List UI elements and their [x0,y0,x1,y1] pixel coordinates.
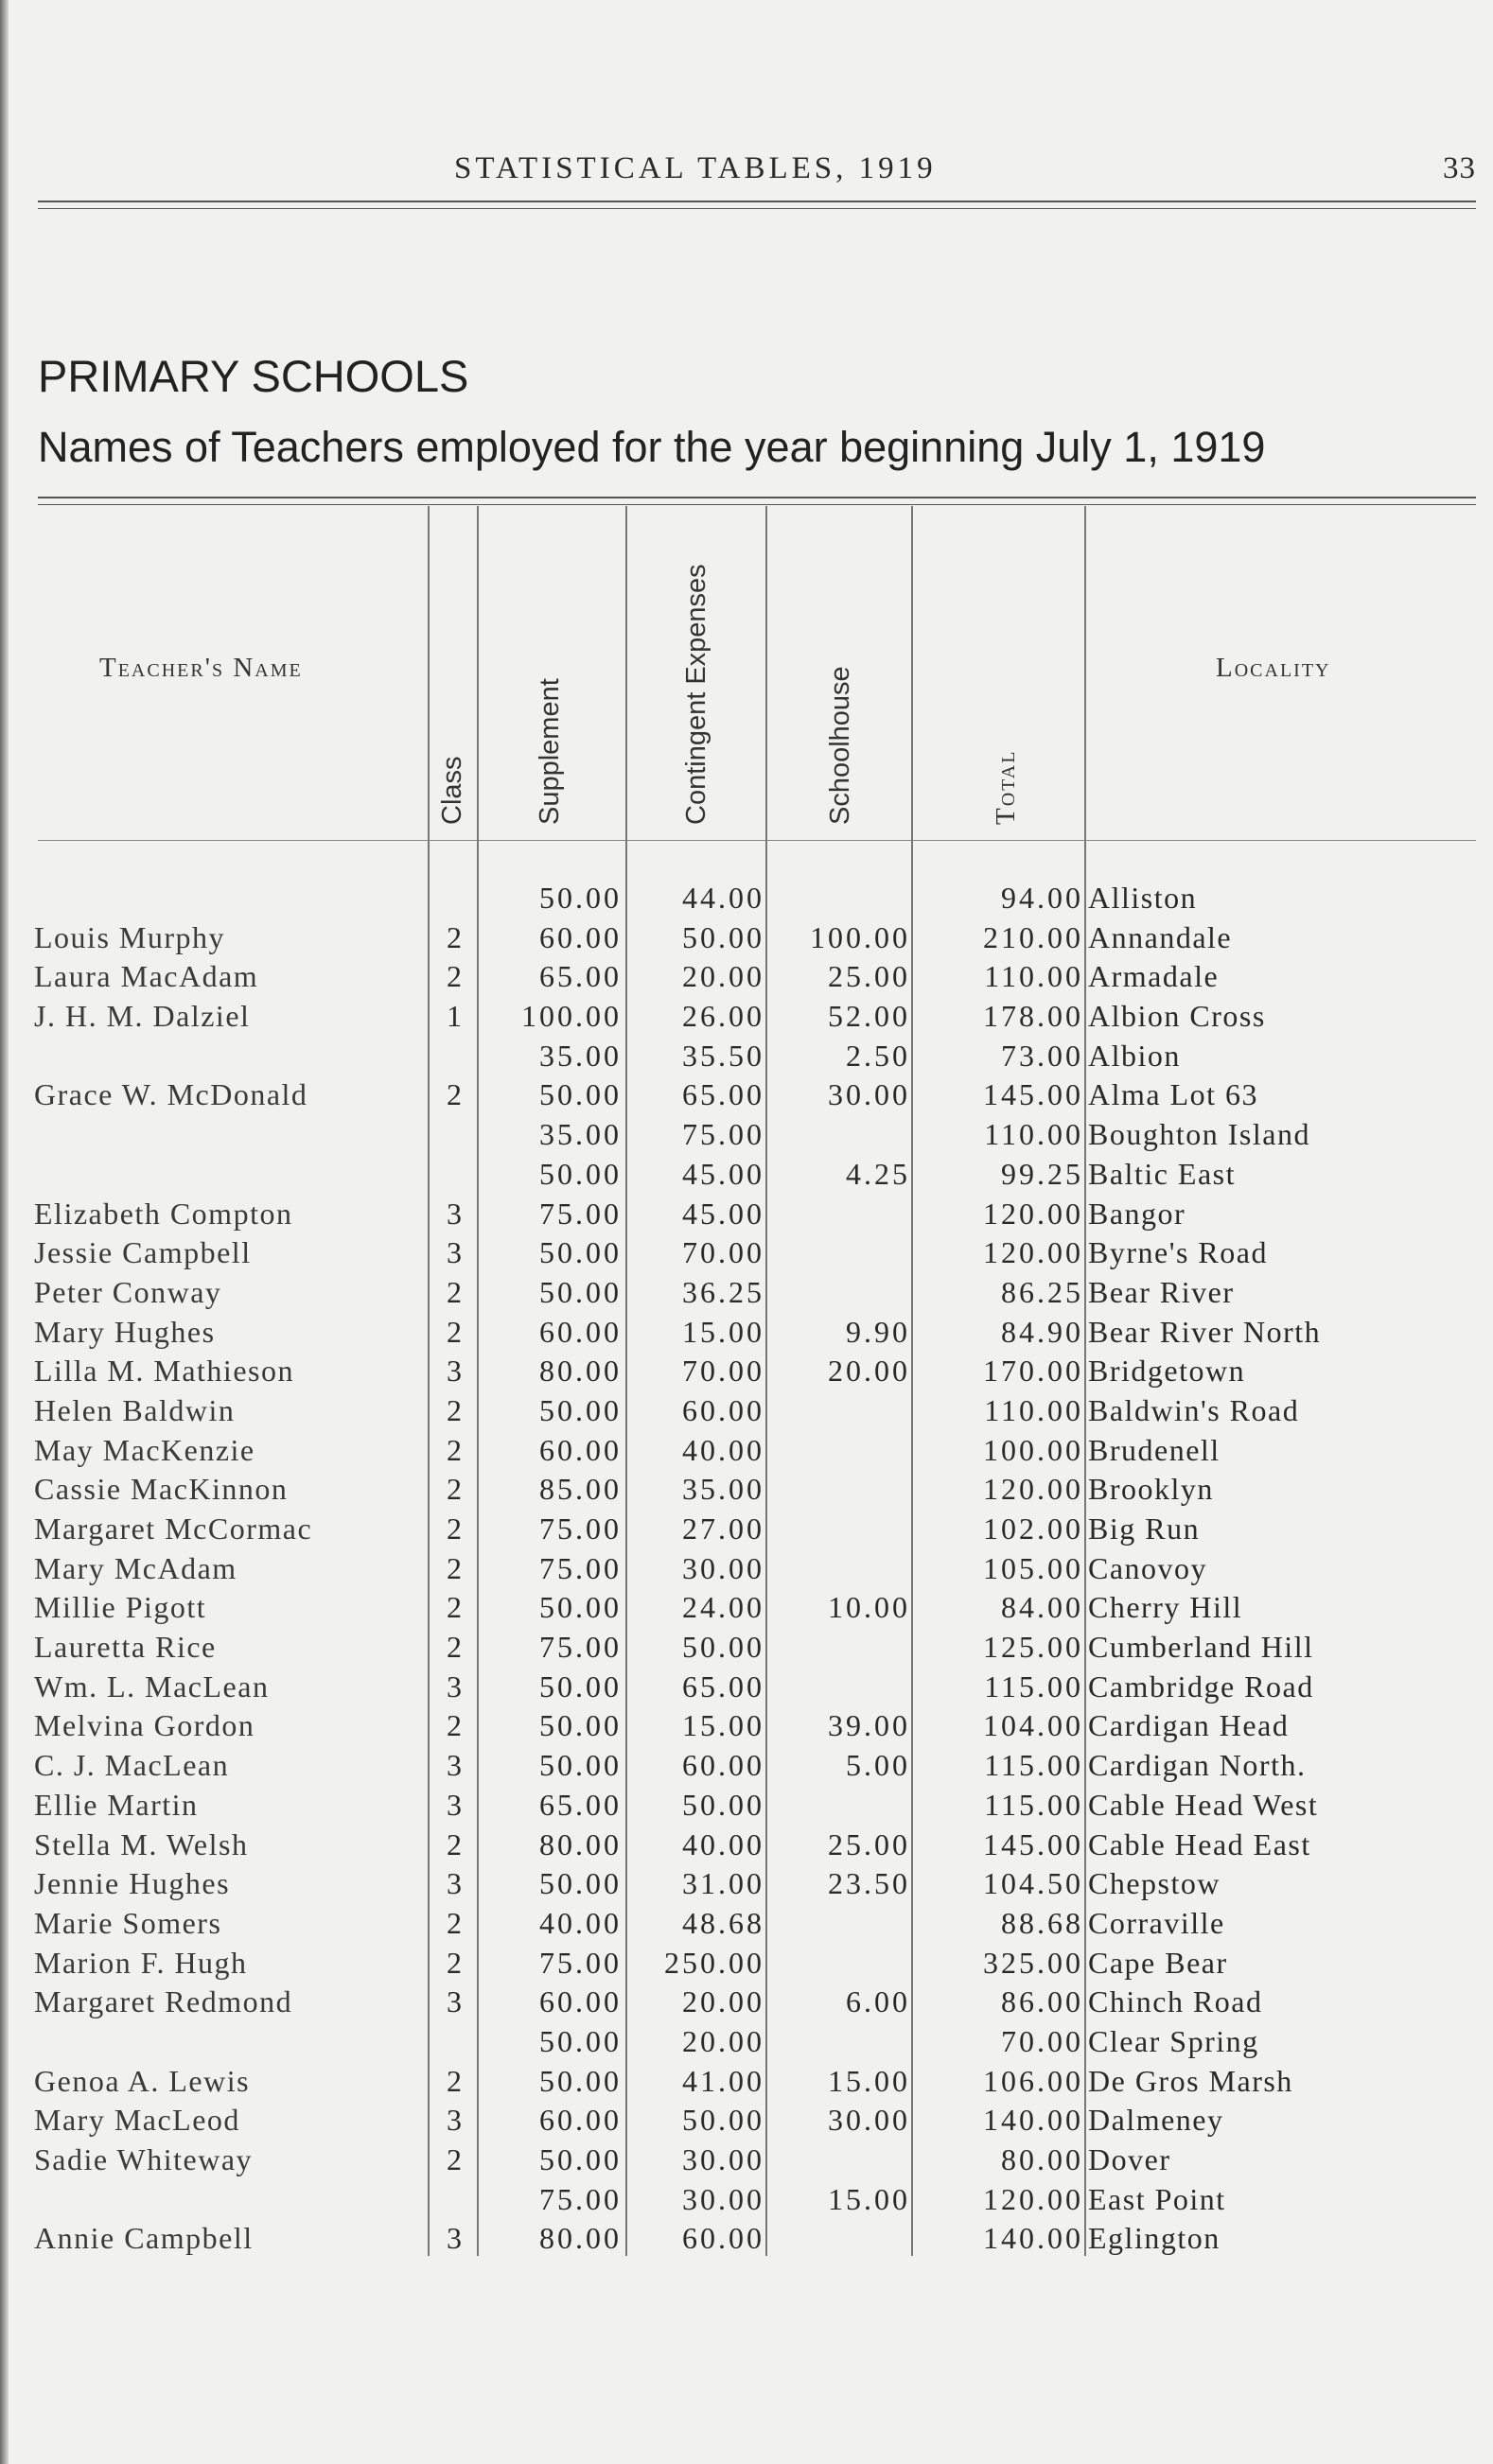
teacher-name: Annie Campbell [34,2221,254,2256]
locality-cell: Albion Cross [1088,999,1266,1034]
total-cell: 84.90 [1001,1314,1083,1349]
locality-cell: Byrne's Road [1088,1235,1268,1270]
class-cell: 2 [447,1077,462,1112]
total-cell: 120.00 [983,1472,1083,1507]
teacher-table-body [0,879,1493,2259]
contingent-cell: 20.00 [682,1984,764,2019]
teacher-name: Mary McAdam [34,1550,237,1585]
total-cell: 120.00 [983,1235,1083,1270]
supplement-cell: 75.00 [539,1945,622,1980]
teacher-name: Elizabeth Compton [34,1196,293,1231]
locality-cell: Brooklyn [1088,1472,1214,1507]
class-cell: 2 [447,1314,462,1349]
contingent-cell: 70.00 [682,1235,764,1270]
contingent-cell: 20.00 [682,959,764,994]
table-row [0,1195,1493,1234]
table-row [0,1746,1493,1786]
table-row [0,2141,1493,2180]
teacher-name: Jennie Hughes [34,1866,231,1901]
locality-cell: Alma Lot 63 [1088,1077,1259,1112]
table-row [0,1904,1493,1944]
contingent-cell: 45.00 [682,1156,764,1191]
total-cell: 88.68 [1001,1905,1083,1940]
table-row [0,1549,1493,1589]
table-row [0,2062,1493,2102]
supplement-cell: 65.00 [539,959,622,994]
locality-cell: Bridgetown [1088,1354,1246,1389]
table-row [0,1983,1493,2022]
supplement-cell: 65.00 [539,1787,622,1822]
total-cell: 145.00 [983,1826,1083,1861]
locality-cell: Alliston [1088,881,1198,915]
table-top-rule [38,497,1476,498]
teacher-name: Peter Conway [34,1274,222,1309]
locality-cell: Albion [1088,1038,1181,1073]
schoolhouse-cell: 9.90 [846,1314,910,1349]
class-cell: 3 [447,1787,462,1822]
teacher-name: Helen Baldwin [34,1392,236,1427]
locality-cell: Cumberland Hill [1088,1630,1314,1665]
contingent-cell: 35.50 [682,1038,764,1073]
locality-cell: Cable Head East [1088,1826,1311,1861]
col-head-locality: Locality [1216,653,1331,683]
locality-cell: Clear Spring [1088,2023,1259,2058]
total-cell: 115.00 [984,1748,1083,1783]
supplement-cell: 50.00 [539,1669,622,1704]
class-cell: 3 [447,1196,462,1231]
schoolhouse-cell: 6.00 [846,1984,910,2019]
locality-cell: Cardigan North. [1088,1748,1307,1783]
total-cell: 170.00 [983,1354,1083,1389]
class-cell: 3 [447,1354,462,1389]
class-cell: 2 [447,1432,462,1467]
section-title: PRIMARY SCHOOLS [38,351,469,401]
locality-cell: Dover [1088,2142,1171,2176]
supplement-cell: 75.00 [539,1512,622,1546]
total-cell: 104.50 [983,1866,1083,1901]
supplement-cell: 60.00 [539,919,622,954]
total-cell: 100.00 [983,1432,1083,1467]
contingent-cell: 15.00 [682,1314,764,1349]
supplement-cell: 60.00 [539,1432,622,1467]
schoolhouse-cell: 2.50 [846,1038,910,1073]
total-cell: 115.00 [984,1787,1083,1822]
total-cell: 99.25 [1001,1156,1083,1191]
contingent-cell: 35.00 [682,1472,764,1507]
contingent-cell: 31.00 [682,1866,764,1901]
table-row [0,1391,1493,1431]
total-cell: 80.00 [1001,2142,1083,2176]
contingent-cell: 15.00 [682,1708,764,1743]
schoolhouse-cell: 20.00 [828,1354,910,1389]
contingent-cell: 250.00 [664,1945,764,1980]
total-cell: 110.00 [984,959,1083,994]
teacher-name: Wm. L. MacLean [34,1669,270,1704]
class-cell: 3 [447,2221,462,2256]
total-cell: 86.00 [1001,1984,1083,2019]
class-cell: 2 [447,959,462,994]
contingent-cell: 20.00 [682,2023,764,2058]
total-cell: 115.00 [984,1669,1083,1704]
teacher-name: Margaret Redmond [34,1984,293,2019]
schoolhouse-cell: 100.00 [810,919,910,954]
locality-cell: Cape Bear [1088,1945,1228,1980]
table-row [0,1470,1493,1510]
teacher-name: Stella M. Welsh [34,1826,249,1861]
total-cell: 110.00 [984,1117,1083,1152]
total-cell: 104.00 [983,1708,1083,1743]
contingent-cell: 65.00 [682,1077,764,1112]
locality-cell: Cable Head West [1088,1787,1319,1822]
teacher-name: Melvina Gordon [34,1708,255,1743]
contingent-cell: 50.00 [682,2103,764,2138]
total-cell: 140.00 [983,2221,1083,2256]
table-row [0,1313,1493,1353]
locality-cell: Corraville [1088,1905,1225,1940]
supplement-cell: 60.00 [539,1314,622,1349]
class-cell: 2 [447,1945,462,1980]
schoolhouse-cell: 4.25 [846,1156,910,1191]
table-row [0,2180,1493,2220]
col-head-total: Total [991,749,1021,825]
class-cell: 3 [447,2103,462,2138]
class-cell: 2 [447,1826,462,1861]
locality-cell: Big Run [1088,1512,1201,1546]
table-row [0,1628,1493,1668]
contingent-cell: 26.00 [682,999,764,1034]
locality-cell: Baltic East [1088,1156,1237,1191]
contingent-cell: 48.68 [682,1905,764,1940]
total-cell: 105.00 [983,1550,1083,1585]
col-head-schoolhouse: Schoolhouse [825,666,855,825]
contingent-cell: 30.00 [682,1550,764,1585]
schoolhouse-cell: 15.00 [828,2181,910,2216]
total-cell: 70.00 [1001,2023,1083,2058]
total-cell: 120.00 [983,2181,1083,2216]
contingent-cell: 30.00 [682,2142,764,2176]
class-cell: 2 [447,919,462,954]
locality-cell: Bear River North [1088,1314,1322,1349]
supplement-cell: 85.00 [539,1472,622,1507]
section-subtitle: Names of Teachers employed for the year beginning July 1, 1919 [38,423,1266,471]
class-cell: 3 [447,1748,462,1783]
schoolhouse-cell: 10.00 [828,1590,910,1625]
supplement-cell: 50.00 [539,1235,622,1270]
schoolhouse-cell: 52.00 [828,999,910,1034]
locality-cell: Bangor [1088,1196,1186,1231]
class-cell: 3 [447,1984,462,2019]
supplement-cell: 50.00 [539,1866,622,1901]
table-row [0,1233,1493,1273]
table-row [0,1431,1493,1471]
locality-cell: Cambridge Road [1088,1669,1314,1704]
total-cell: 145.00 [983,1077,1083,1112]
schoolhouse-cell: 5.00 [846,1748,910,1783]
schoolhouse-cell: 15.00 [828,2063,910,2098]
contingent-cell: 50.00 [682,1787,764,1822]
locality-cell: Baldwin's Road [1088,1392,1300,1427]
contingent-cell: 30.00 [682,2181,764,2216]
col-head-class: Class [437,756,467,825]
col-head-teacher-name: Teacher's Name [99,653,303,683]
contingent-cell: 50.00 [682,1630,764,1665]
supplement-cell: 75.00 [539,1550,622,1585]
table-row [0,918,1493,958]
total-cell: 94.00 [1001,881,1083,915]
total-cell: 73.00 [1001,1038,1083,1073]
locality-cell: Chinch Road [1088,1984,1263,2019]
teacher-name: Lilla M. Mathieson [34,1354,294,1389]
supplement-cell: 50.00 [539,2142,622,2176]
table-row [0,2219,1493,2259]
supplement-cell: 50.00 [539,1392,622,1427]
table-row [0,879,1493,918]
schoolhouse-cell: 30.00 [828,1077,910,1112]
locality-cell: Cardigan Head [1088,1708,1290,1743]
supplement-cell: 80.00 [539,1354,622,1389]
class-cell: 2 [447,1590,462,1625]
contingent-cell: 27.00 [682,1512,764,1546]
table-row [0,1588,1493,1628]
supplement-cell: 60.00 [539,2103,622,2138]
locality-cell: Eglington [1088,2221,1221,2256]
schoolhouse-cell: 23.50 [828,1866,910,1901]
total-cell: 120.00 [983,1196,1083,1231]
table-row [0,1352,1493,1391]
locality-cell: De Gros Marsh [1088,2063,1293,2098]
teacher-name: Sadie Whiteway [34,2142,254,2176]
teacher-name: Lauretta Rice [34,1630,217,1665]
teacher-name: Millie Pigott [34,1590,207,1625]
running-title: STATISTICAL TABLES, 1919 [454,151,937,185]
contingent-cell: 24.00 [682,1590,764,1625]
schoolhouse-cell: 25.00 [828,959,910,994]
supplement-cell: 50.00 [539,1590,622,1625]
total-cell: 140.00 [983,2103,1083,2138]
teacher-name: Mary Hughes [34,1314,216,1349]
total-cell: 84.00 [1001,1590,1083,1625]
contingent-cell: 41.00 [682,2063,764,2098]
contingent-cell: 45.00 [682,1196,764,1231]
supplement-cell: 50.00 [539,1274,622,1309]
header-rule-top [38,201,1476,202]
table-head-rule [38,840,1476,841]
locality-cell: Canovoy [1088,1550,1208,1585]
table-row [0,1826,1493,1865]
table-row [0,1706,1493,1746]
table-top-rule-2 [38,504,1476,505]
schoolhouse-cell: 30.00 [828,2103,910,2138]
table-row [0,1273,1493,1313]
teacher-name: J. H. M. Dalziel [34,999,251,1034]
supplement-cell: 50.00 [539,1708,622,1743]
table-row [0,1944,1493,1983]
locality-cell: Dalmeney [1088,2103,1224,2138]
contingent-cell: 40.00 [682,1432,764,1467]
locality-cell: Annandale [1088,919,1233,954]
contingent-cell: 40.00 [682,1826,764,1861]
contingent-cell: 44.00 [682,881,764,915]
class-cell: 3 [447,1235,462,1270]
table-row [0,1075,1493,1115]
class-cell: 2 [447,1512,462,1546]
class-cell: 2 [447,1905,462,1940]
supplement-cell: 75.00 [539,1630,622,1665]
table-row [0,1115,1493,1155]
locality-cell: Bear River [1088,1274,1235,1309]
teacher-name: Marie Somers [34,1905,222,1940]
class-cell: 2 [447,2063,462,2098]
teacher-name: Grace W. McDonald [34,1077,308,1112]
table-row [0,997,1493,1037]
locality-cell: Cherry Hill [1088,1590,1243,1625]
class-cell: 2 [447,1472,462,1507]
total-cell: 86.25 [1001,1274,1083,1309]
table-row [0,1037,1493,1076]
supplement-cell: 50.00 [539,1748,622,1783]
contingent-cell: 75.00 [682,1117,764,1152]
col-head-contingent: Contingent Expenses [681,564,711,825]
supplement-cell: 80.00 [539,1826,622,1861]
locality-cell: Brudenell [1088,1432,1221,1467]
class-cell: 3 [447,1669,462,1704]
locality-cell: Boughton Island [1088,1117,1310,1152]
supplement-cell: 100.00 [521,999,622,1034]
supplement-cell: 35.00 [539,1117,622,1152]
total-cell: 110.00 [984,1392,1083,1427]
supplement-cell: 80.00 [539,2221,622,2256]
contingent-cell: 60.00 [682,2221,764,2256]
total-cell: 325.00 [983,1945,1083,1980]
supplement-cell: 35.00 [539,1038,622,1073]
table-row [0,1510,1493,1549]
class-cell: 2 [447,1392,462,1427]
class-cell: 1 [447,999,462,1034]
locality-cell: East Point [1088,2181,1226,2216]
locality-cell: Armadale [1088,959,1220,994]
col-head-supplement: Supplement [535,678,565,825]
class-cell: 3 [447,1866,462,1901]
table-row [0,1786,1493,1826]
contingent-cell: 50.00 [682,919,764,954]
contingent-cell: 65.00 [682,1669,764,1704]
table-row [0,1864,1493,1904]
total-cell: 106.00 [983,2063,1083,2098]
class-cell: 2 [447,1708,462,1743]
supplement-cell: 60.00 [539,1984,622,2019]
table-row [0,957,1493,997]
contingent-cell: 60.00 [682,1392,764,1427]
teacher-name: Ellie Martin [34,1787,199,1822]
table-row [0,2022,1493,2062]
teacher-name: Jessie Campbell [34,1235,252,1270]
table-row [0,1668,1493,1707]
supplement-cell: 50.00 [539,1077,622,1112]
teacher-name: Louis Murphy [34,919,225,954]
total-cell: 125.00 [983,1630,1083,1665]
contingent-cell: 60.00 [682,1748,764,1783]
running-head [0,151,1493,189]
supplement-cell: 50.00 [539,2063,622,2098]
contingent-cell: 36.25 [682,1274,764,1309]
table-row [0,1155,1493,1195]
supplement-cell: 50.00 [539,881,622,915]
teacher-name: Laura MacAdam [34,959,259,994]
class-cell: 2 [447,1550,462,1585]
teacher-name: Marion F. Hugh [34,1945,248,1980]
supplement-cell: 75.00 [539,1196,622,1231]
table-row [0,2101,1493,2141]
locality-cell: Chepstow [1088,1866,1221,1901]
supplement-cell: 75.00 [539,2181,622,2216]
teacher-name: Margaret McCormac [34,1512,313,1546]
class-cell: 2 [447,1630,462,1665]
supplement-cell: 40.00 [539,1905,622,1940]
total-cell: 102.00 [983,1512,1083,1546]
teacher-name: Mary MacLeod [34,2103,240,2138]
supplement-cell: 50.00 [539,1156,622,1191]
contingent-cell: 70.00 [682,1354,764,1389]
schoolhouse-cell: 39.00 [828,1708,910,1743]
page-number: 33 [1443,151,1476,185]
teacher-name: Genoa A. Lewis [34,2063,251,2098]
supplement-cell: 50.00 [539,2023,622,2058]
total-cell: 210.00 [983,919,1083,954]
teacher-name: C. J. MacLean [34,1748,230,1783]
header-rule-bottom [38,208,1476,209]
teacher-name: Cassie MacKinnon [34,1472,289,1507]
teacher-name: May MacKenzie [34,1432,255,1467]
schoolhouse-cell: 25.00 [828,1826,910,1861]
total-cell: 178.00 [983,999,1083,1034]
class-cell: 2 [447,2142,462,2176]
class-cell: 2 [447,1274,462,1309]
